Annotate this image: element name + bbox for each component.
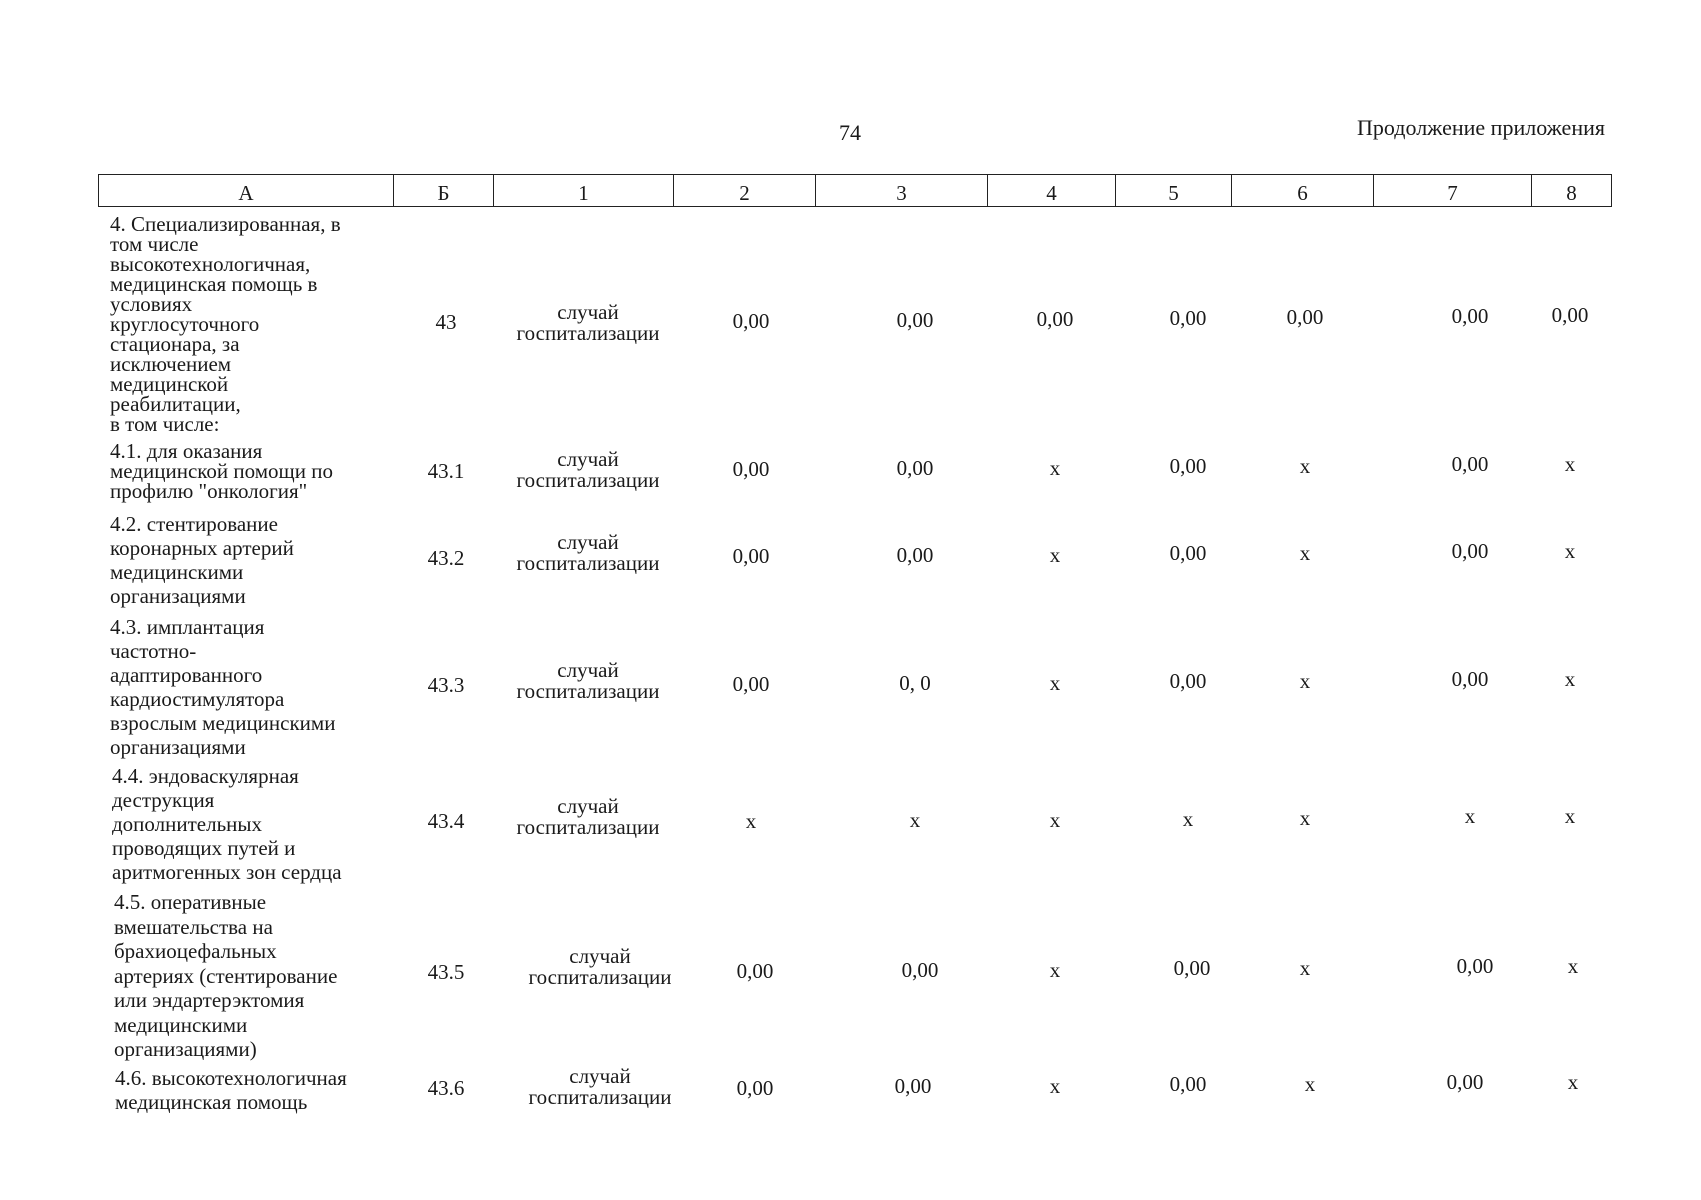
row-code: 43.1 [427, 459, 465, 483]
row-code: 43.2 [427, 546, 465, 570]
value-col-2: 0,00 [732, 544, 770, 568]
value-col-3: 0,00 [896, 308, 934, 332]
value-col-7: 0,00 [1451, 304, 1489, 328]
value-col-4: х [1049, 808, 1061, 832]
column-header-row [98, 174, 1612, 207]
column-header-2: 2 [674, 175, 816, 207]
continuation-note: Продолжение приложения [1357, 115, 1605, 140]
value-col-8: х [1564, 539, 1576, 563]
value-col-8: х [1564, 452, 1576, 476]
row-unit: случай госпитализации [528, 1064, 672, 1109]
value-col-4: х [1049, 543, 1061, 567]
row-label: 4.5. оперативные вмешательства на брахиоцефальных артериях (стентирование или эндартерэктомия медицинскими организациями) [114, 890, 338, 1061]
row-unit: случай госпитализации [516, 794, 660, 839]
value-col-8: х [1567, 954, 1579, 978]
value-col-5: х [1182, 807, 1194, 831]
row-unit: случай госпитализации [516, 658, 660, 703]
value-col-2: 0,00 [732, 309, 770, 333]
row-unit: случай госпитализации [516, 530, 660, 575]
column-header-7: 7 [1374, 175, 1532, 207]
value-col-5: 0,00 [1169, 306, 1207, 330]
value-col-7: х [1464, 804, 1476, 828]
row-unit: случай госпитализации [516, 447, 660, 492]
value-col-5: 0,00 [1169, 541, 1207, 565]
value-col-5: 0,00 [1173, 956, 1211, 980]
column-header-4: 4 [988, 175, 1116, 207]
value-col-6: х [1299, 806, 1311, 830]
column-header-6: 6 [1232, 175, 1374, 207]
value-col-6: х [1304, 1072, 1316, 1096]
row-code: 43.6 [427, 1076, 465, 1100]
column-header-1: 1 [494, 175, 674, 207]
value-col-6: х [1299, 956, 1311, 980]
value-col-2: 0,00 [736, 1076, 774, 1100]
row-label: 4.2. стентирование коронарных артерий медицинскими организациями [110, 512, 294, 608]
row-unit: случай госпитализации [516, 300, 660, 345]
value-col-2: х [745, 809, 757, 833]
value-col-5: 0,00 [1169, 1072, 1207, 1096]
value-col-3: х [909, 808, 921, 832]
value-col-4: х [1049, 1074, 1061, 1098]
value-col-3: 0,00 [901, 958, 939, 982]
value-col-2: 0,00 [732, 672, 770, 696]
value-col-7: 0,00 [1451, 452, 1489, 476]
value-col-3: 0, 0 [899, 671, 931, 695]
value-col-2: 0,00 [732, 457, 770, 481]
page-number: 74 [839, 120, 861, 145]
value-col-3: 0,00 [896, 456, 934, 480]
value-col-8: х [1564, 667, 1576, 691]
value-col-4: 0,00 [1036, 307, 1074, 331]
value-col-6: х [1299, 541, 1311, 565]
value-col-4: х [1049, 671, 1061, 695]
value-col-7: 0,00 [1446, 1070, 1484, 1094]
value-col-3: 0,00 [894, 1074, 932, 1098]
row-unit: случай госпитализации [528, 944, 672, 989]
column-header-b: Б [394, 175, 494, 207]
value-col-2: 0,00 [736, 959, 774, 983]
value-col-8: х [1567, 1070, 1579, 1094]
row-label: 4. Специализированная, в том числе высокотехнологичная, медицинская помощь в условиях круглосуточного стационара, за исключением медицинской реабилитации, в том числе: [110, 212, 341, 436]
value-col-5: 0,00 [1169, 454, 1207, 478]
value-col-6: 0,00 [1286, 305, 1324, 329]
value-col-7: 0,00 [1451, 667, 1489, 691]
value-col-7: 0,00 [1451, 539, 1489, 563]
row-code: 43 [435, 310, 457, 334]
value-col-7: 0,00 [1456, 954, 1494, 978]
value-col-6: х [1299, 454, 1311, 478]
column-header-3: 3 [816, 175, 988, 207]
value-col-4: х [1049, 456, 1061, 480]
row-label: 4.1. для оказания медицинской помощи по профилю "онкология" [110, 439, 333, 503]
value-col-6: х [1299, 669, 1311, 693]
column-header-5: 5 [1116, 175, 1232, 207]
column-header-8: 8 [1532, 175, 1612, 207]
row-code: 43.5 [427, 960, 465, 984]
row-label: 4.4. эндоваскулярная деструкция дополнительных проводящих путей и аритмогенных зон сердца [112, 764, 342, 884]
value-col-5: 0,00 [1169, 669, 1207, 693]
value-col-8: х [1564, 804, 1576, 828]
row-code: 43.3 [427, 673, 465, 697]
row-label: 4.6. высокотехнологичная медицинская помощь [115, 1066, 347, 1114]
value-col-4: х [1049, 958, 1061, 982]
value-col-8: 0,00 [1551, 303, 1589, 327]
value-col-3: 0,00 [896, 543, 934, 567]
row-code: 43.4 [427, 809, 465, 833]
row-label: 4.3. имплантация частотно- адаптированного кардиостимулятора взрослым медицинскими организациями [110, 615, 336, 759]
column-header-a: А [99, 175, 394, 207]
